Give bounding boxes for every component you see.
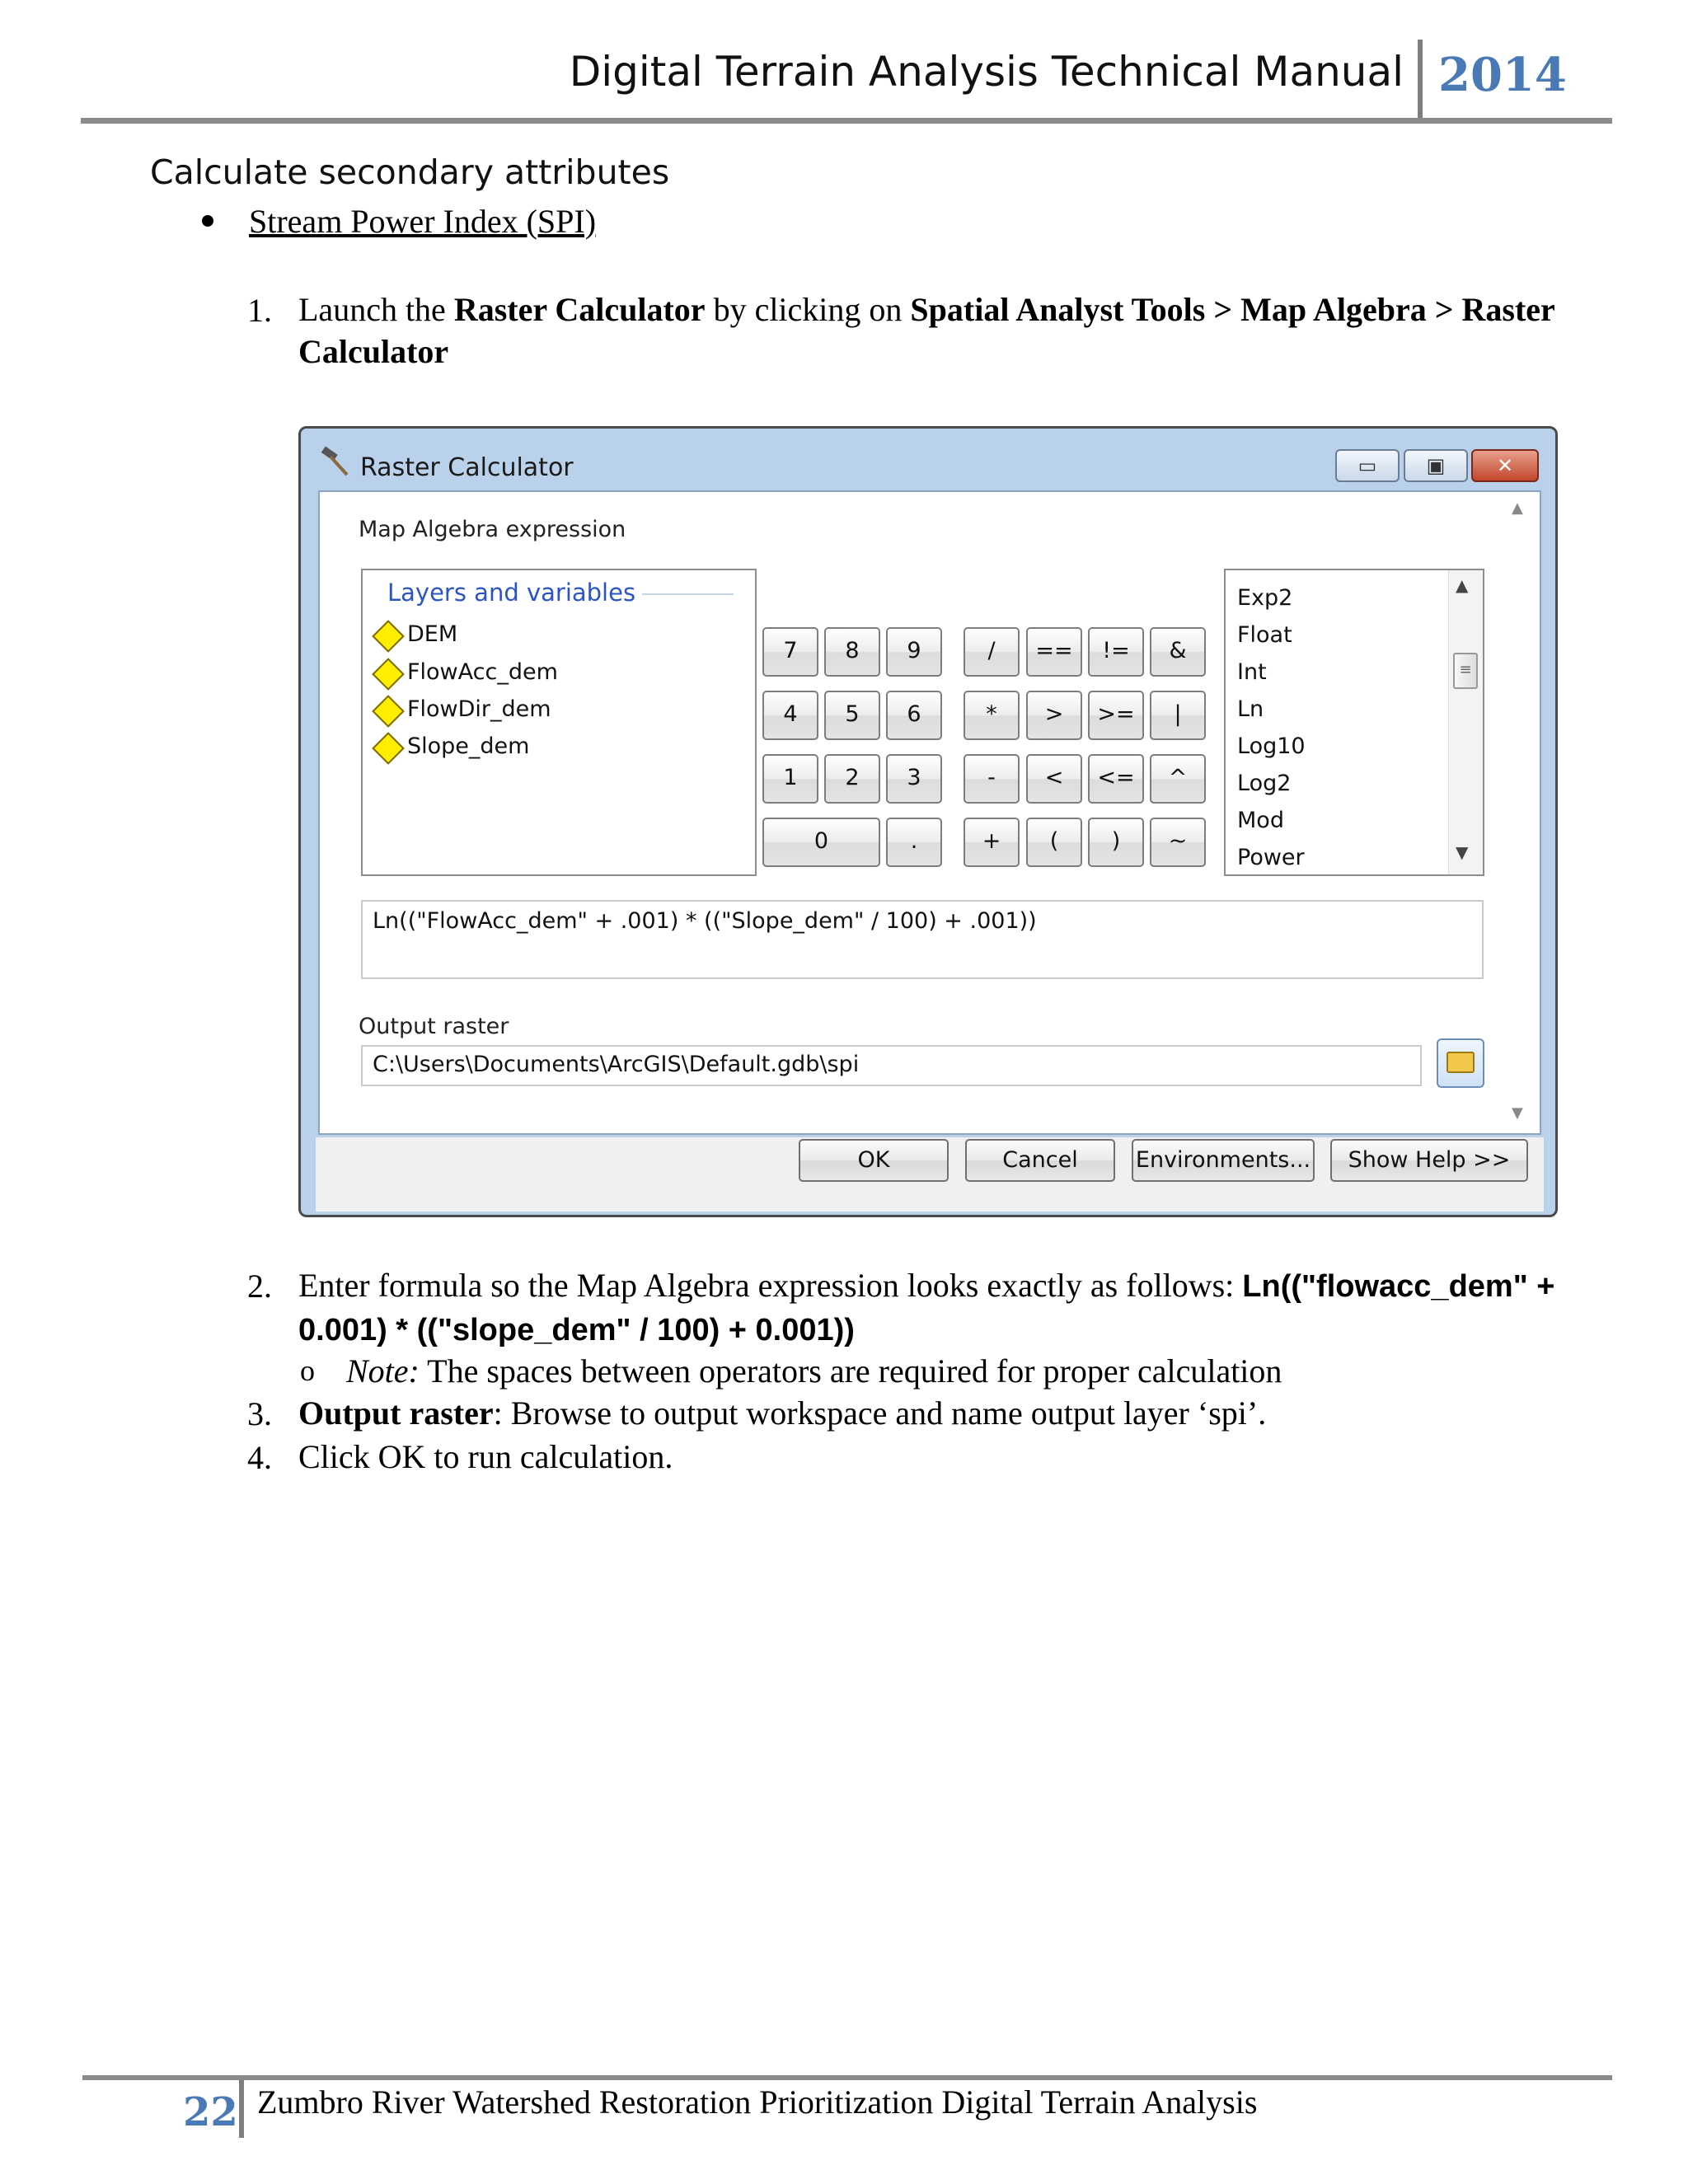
- function-item[interactable]: Ln: [1237, 696, 1264, 722]
- functions-list: [1224, 569, 1484, 876]
- footer-text: Zumbro River Watershed Restoration Prioritization Digital Terrain Analysis: [257, 2083, 1258, 2121]
- key-less[interactable]: <: [1026, 754, 1082, 804]
- step-1: [0, 288, 1688, 379]
- close-button[interactable]: [1471, 449, 1539, 482]
- document-header-year: 2014: [1438, 48, 1567, 102]
- raster-layer-icon: [372, 695, 405, 728]
- key-9[interactable]: 9: [886, 627, 942, 677]
- grip-icon: ≡: [1459, 661, 1472, 678]
- step-text: Launch the Raster Calculator by clicking on Spatial Analyst Tools > Map Algebra > Raster Calculator: [298, 291, 1555, 370]
- page-number: 22: [183, 2089, 238, 2135]
- step-text: Enter formula so the Map Algebra expression looks exactly as follows: Ln(("flowacc_dem" + 0.001) * (("slope_dem" / 100) + 0.001)): [298, 1267, 1555, 1347]
- step-4: [0, 1436, 1688, 1481]
- raster-layer-icon: [372, 658, 405, 691]
- maximize-icon: ▣: [1426, 454, 1446, 477]
- document-header-title: Digital Terrain Analysis Technical Manual: [569, 48, 1404, 96]
- expression-text: Ln(("FlowAcc_dem" + .001) * (("Slope_dem" / 100) + .001)): [373, 908, 1037, 934]
- function-item[interactable]: Int: [1237, 659, 1267, 685]
- function-item[interactable]: Float: [1237, 622, 1292, 648]
- key-not[interactable]: ~: [1150, 818, 1206, 867]
- key-decimal[interactable]: .: [886, 818, 942, 867]
- close-icon: ✕: [1496, 454, 1514, 477]
- key-3[interactable]: 3: [886, 754, 942, 804]
- key-greater-equal[interactable]: >=: [1088, 691, 1144, 740]
- key-6[interactable]: 6: [886, 691, 942, 740]
- maximize-button[interactable]: [1404, 449, 1468, 482]
- minimize-button[interactable]: [1335, 449, 1400, 482]
- key-xor[interactable]: ^: [1150, 754, 1206, 804]
- step-2: [0, 1264, 1688, 1355]
- step-note: [0, 1349, 1688, 1394]
- key-less-equal[interactable]: <=: [1088, 754, 1144, 804]
- scroll-down-icon[interactable]: ▼: [1512, 1104, 1523, 1122]
- step-text: Output raster: Browse to output workspace and name output layer ‘spi’.: [298, 1394, 1267, 1432]
- map-algebra-label: Map Algebra expression: [359, 517, 626, 542]
- raster-layer-icon: [372, 620, 405, 653]
- minimize-icon: ▭: [1357, 454, 1377, 477]
- function-item[interactable]: Log10: [1237, 733, 1306, 759]
- expression-input[interactable]: [361, 900, 1484, 979]
- bullet-dot: [202, 215, 213, 227]
- key-minus[interactable]: -: [964, 754, 1020, 804]
- spi-link[interactable]: Stream Power Index (SPI): [249, 203, 597, 240]
- key-close-paren[interactable]: ): [1088, 818, 1144, 867]
- output-raster-path: C:\Users\Documents\ArcGIS\Default.gdb\spi: [373, 1052, 860, 1077]
- raster-calculator-dialog: [298, 426, 1558, 1217]
- scroll-up-icon[interactable]: ▲: [1456, 575, 1469, 595]
- layers-legend: Layers and variables: [387, 579, 642, 607]
- key-4[interactable]: 4: [762, 691, 818, 740]
- key-and[interactable]: &: [1150, 627, 1206, 677]
- key-or[interactable]: |: [1150, 691, 1206, 740]
- function-item[interactable]: Exp2: [1237, 585, 1293, 611]
- key-multiply[interactable]: *: [964, 691, 1020, 740]
- key-0[interactable]: 0: [762, 818, 880, 867]
- key-5[interactable]: 5: [824, 691, 880, 740]
- raster-layer-icon: [372, 732, 405, 765]
- footer-rule: [82, 2075, 1612, 2080]
- scroll-down-icon[interactable]: ▼: [1456, 842, 1469, 862]
- key-equal[interactable]: ==: [1026, 627, 1082, 677]
- output-raster-input[interactable]: [361, 1045, 1422, 1086]
- function-item[interactable]: Mod: [1237, 808, 1284, 833]
- footer-divider: [239, 2080, 244, 2138]
- show-help-button[interactable]: Show Help >>: [1330, 1139, 1528, 1182]
- cancel-button[interactable]: Cancel: [965, 1139, 1115, 1182]
- key-2[interactable]: 2: [824, 754, 880, 804]
- layers-and-variables-list: Layers and variables DEM FlowAcc_dem FlowDir_dem Slope_dem: [361, 569, 757, 876]
- scrollbar-thumb[interactable]: [1453, 653, 1478, 689]
- step-number: 4.: [247, 1439, 272, 1476]
- key-greater[interactable]: >: [1026, 691, 1082, 740]
- step-text: Click OK to run calculation.: [298, 1438, 673, 1475]
- key-not-equal[interactable]: !=: [1088, 627, 1144, 677]
- function-item[interactable]: Power: [1237, 845, 1305, 870]
- environments-button[interactable]: Environments...: [1132, 1139, 1315, 1182]
- section-title: Calculate secondary attributes: [150, 152, 670, 192]
- header-divider: [1418, 40, 1423, 120]
- scroll-up-icon[interactable]: ▲: [1512, 499, 1523, 517]
- note-text: Note: The spaces between operators are required for proper calculation: [346, 1352, 1282, 1390]
- folder-icon: [1447, 1052, 1475, 1073]
- note-marker: o: [300, 1354, 315, 1387]
- key-plus[interactable]: +: [964, 818, 1020, 867]
- ok-button[interactable]: OK: [799, 1139, 949, 1182]
- key-open-paren[interactable]: (: [1026, 818, 1082, 867]
- output-raster-label: Output raster: [359, 1014, 509, 1039]
- key-8[interactable]: 8: [824, 627, 880, 677]
- key-7[interactable]: 7: [762, 627, 818, 677]
- header-rule: [81, 118, 1612, 124]
- dialog-title: Raster Calculator: [360, 453, 574, 482]
- key-1[interactable]: 1: [762, 754, 818, 804]
- dialog-scrollbar[interactable]: [1507, 496, 1536, 1131]
- step-number: 3.: [247, 1395, 272, 1432]
- step-3: [0, 1392, 1688, 1437]
- browse-button[interactable]: [1437, 1038, 1484, 1088]
- key-divide[interactable]: /: [964, 627, 1020, 677]
- step-number: 2.: [247, 1268, 272, 1305]
- function-item[interactable]: Log2: [1237, 771, 1292, 796]
- hammer-icon: [319, 445, 352, 478]
- step-number: 1.: [247, 292, 272, 329]
- functions-scrollbar[interactable]: [1448, 570, 1484, 874]
